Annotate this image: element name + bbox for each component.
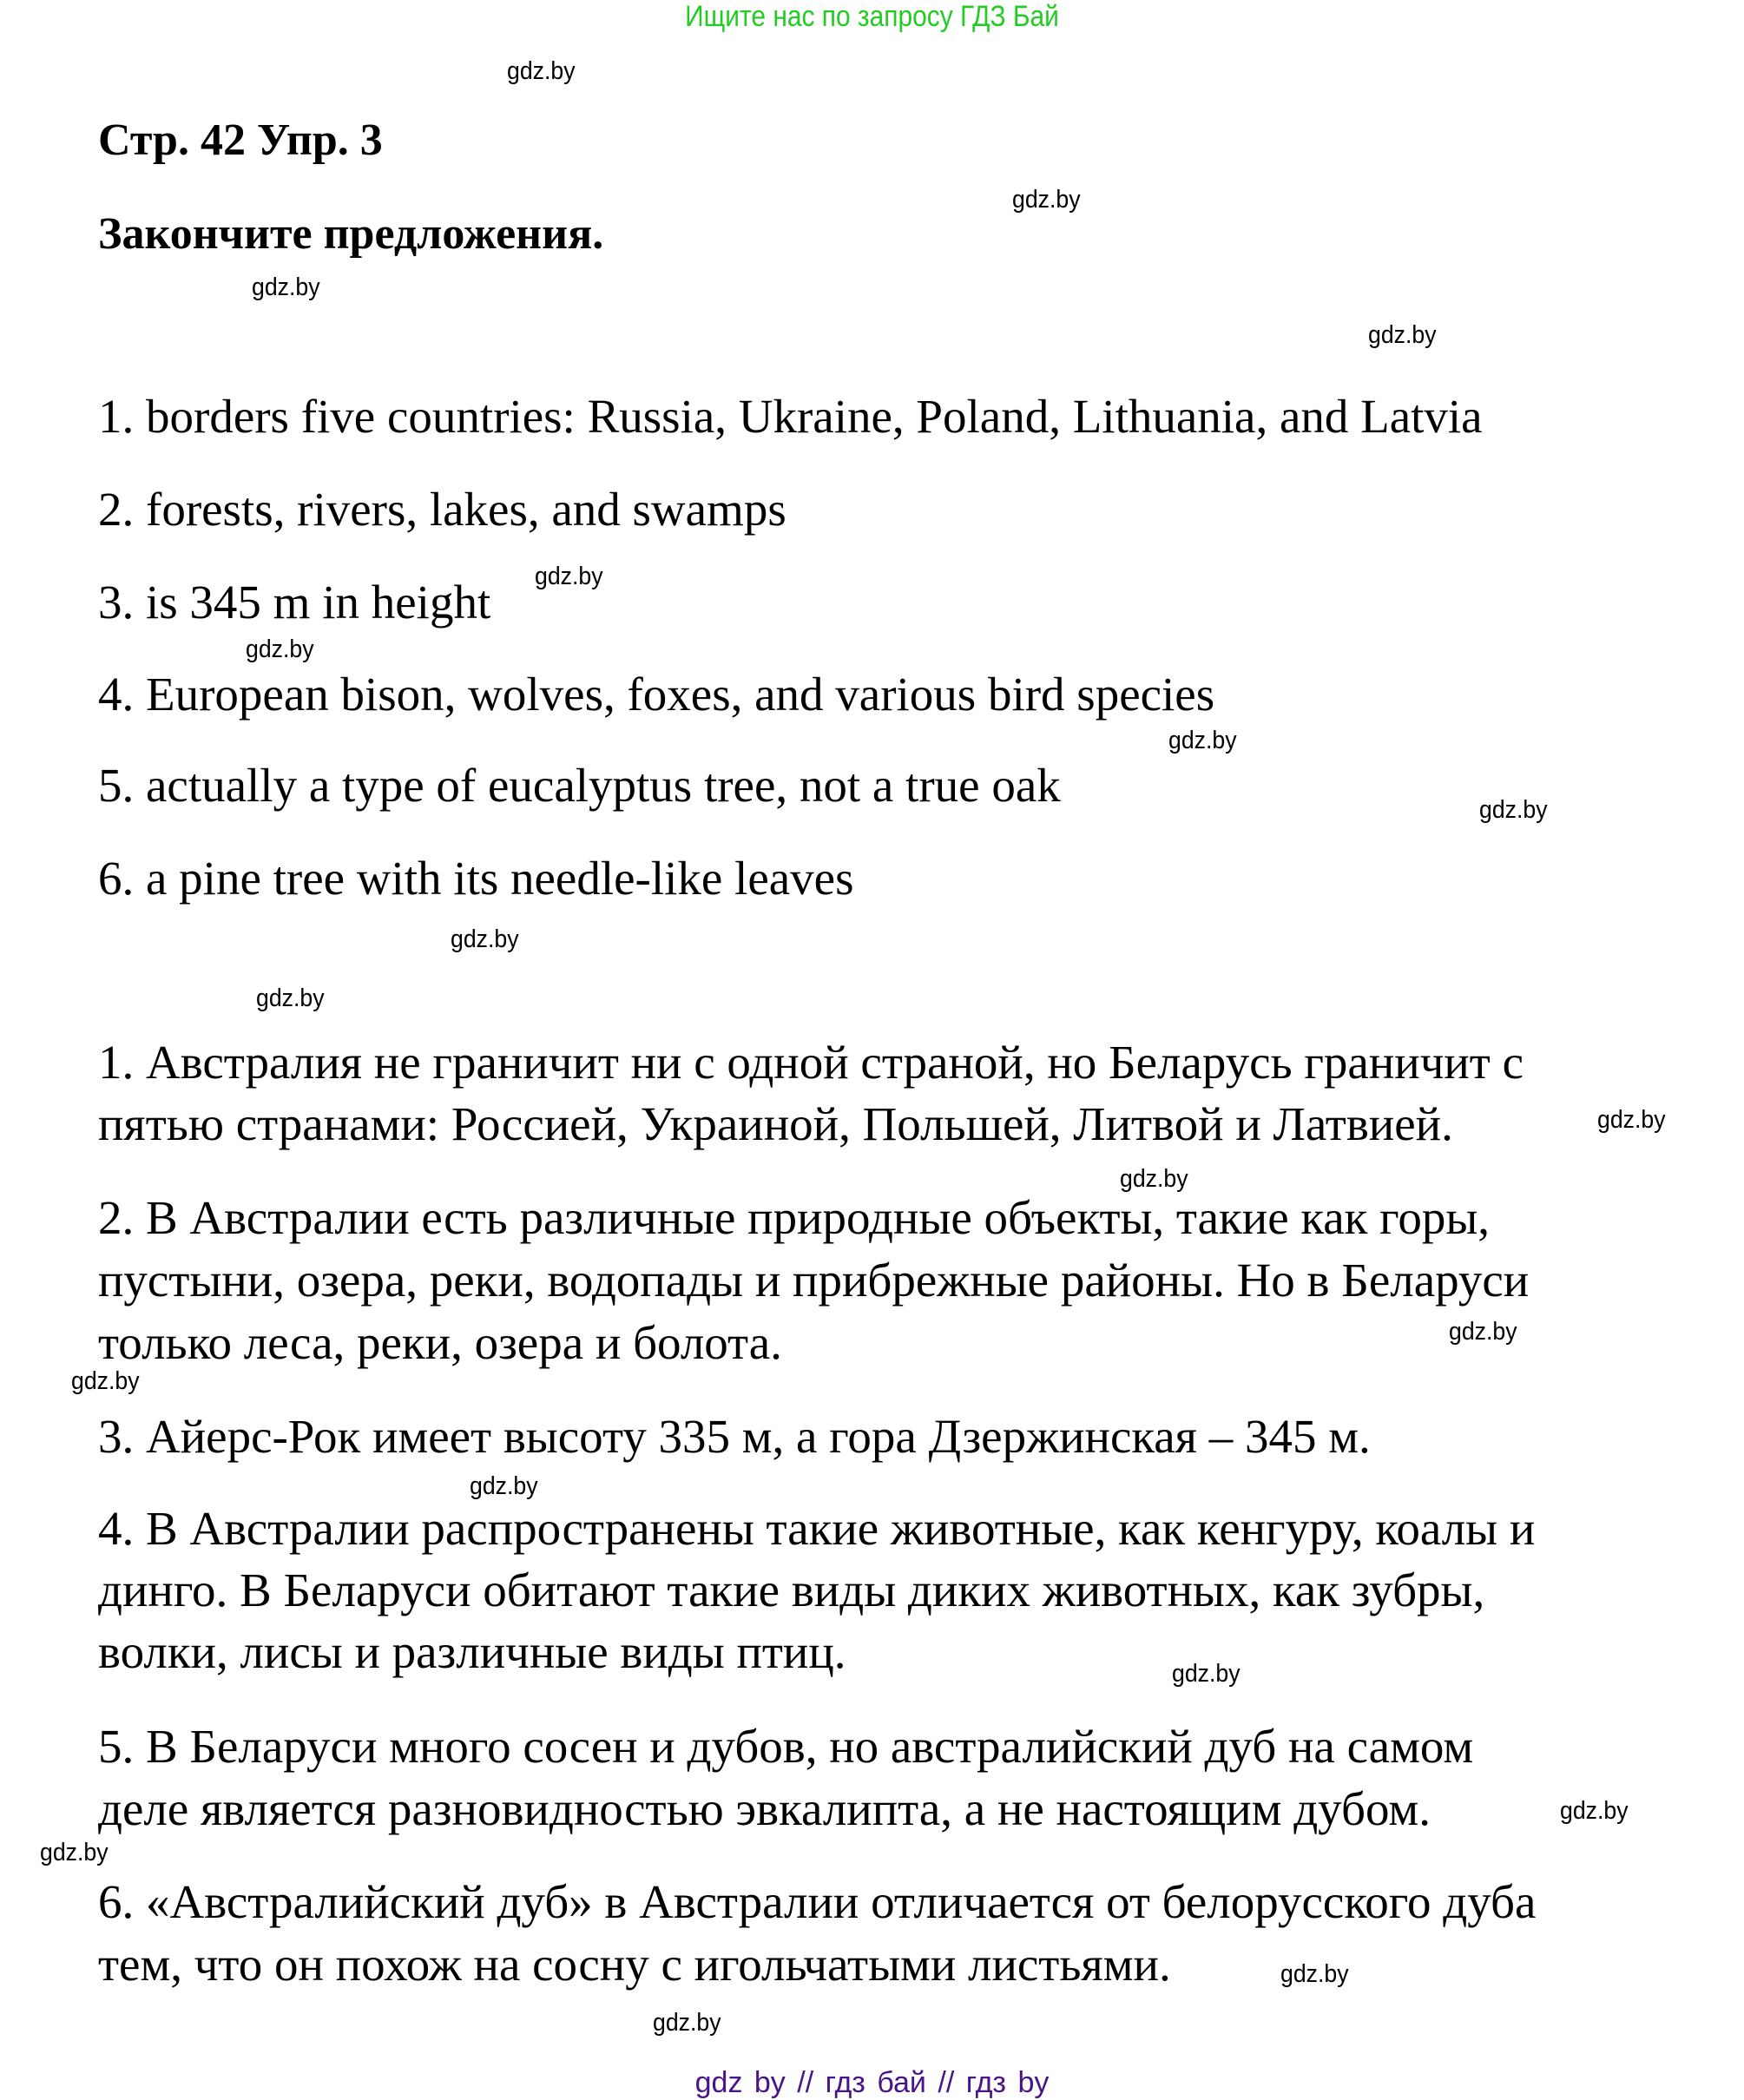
russian-answer-6-line: 6. «Австралийский дуб» в Австралии отличается от белорусского дуба xyxy=(98,1875,1537,1928)
watermark: gdz.by xyxy=(507,57,576,85)
page-title: Стр. 42 Упр. 3 xyxy=(98,115,383,165)
watermark: gdz.by xyxy=(470,1472,538,1500)
watermark: gdz.by xyxy=(653,2009,721,2037)
russian-answer-2-line: пустыни, озера, реки, водопады и прибрежные районы. Но в Беларуси xyxy=(98,1254,1530,1307)
watermark: gdz.by xyxy=(1449,1318,1517,1346)
english-answer-5: 5. actually a type of eucalyptus tree, not a true oak xyxy=(98,759,1061,812)
watermark: gdz.by xyxy=(1560,1797,1629,1825)
russian-answer-2-line: только леса, реки, озера и болота. xyxy=(98,1316,782,1369)
english-answer-2: 2. forests, rivers, lakes, and swamps xyxy=(98,483,786,536)
watermark: gdz.by xyxy=(1120,1165,1188,1193)
english-answer-1: 1. borders five countries: Russia, Ukraine, Poland, Lithuania, and Latvia xyxy=(98,390,1483,443)
english-answer-4: 4. European bison, wolves, foxes, and various bird species xyxy=(98,668,1215,721)
watermark: gdz.by xyxy=(256,984,325,1012)
watermark: gdz.by xyxy=(1368,321,1437,349)
watermark: gdz.by xyxy=(535,563,603,590)
watermark: gdz.by xyxy=(1280,1960,1349,1988)
search-banner: Ищите нас по запросу ГДЗ Бай xyxy=(685,0,1059,33)
english-answer-6: 6. a pine tree with its needle-like leaves xyxy=(98,852,854,905)
russian-answer-4-line: 4. В Австралии распространены такие животные, как кенгуру, коалы и xyxy=(98,1502,1536,1555)
russian-answer-5-line: 5. В Беларуси много сосен и дубов, но австралийский дуб на самом xyxy=(98,1720,1474,1773)
footer-links: gdz by // гдз бай // гдз by xyxy=(694,2066,1050,2099)
russian-answer-6-line: тем, что он похож на сосну с игольчатыми листьями. xyxy=(98,1938,1171,1991)
watermark: gdz.by xyxy=(40,1839,109,1866)
russian-answer-3-line: 3. Айерс-Рок имеет высоту 335 м, а гора Дзержинская – 345 м. xyxy=(98,1410,1371,1463)
russian-answer-4-line: волки, лисы и различные виды птиц. xyxy=(98,1625,846,1678)
english-answer-3: 3. is 345 m in height xyxy=(98,576,491,629)
watermark: gdz.by xyxy=(451,925,519,953)
watermark: gdz.by xyxy=(1597,1106,1666,1134)
russian-answer-2-line: 2. В Австралии есть различные природные объекты, такие как горы, xyxy=(98,1191,1491,1244)
russian-answer-4-line: динго. В Беларуси обитают такие виды диких животных, как зубры, xyxy=(98,1563,1485,1616)
russian-answer-5-line: деле является разновидностью эвкалипта, а не настоящим дубом. xyxy=(98,1782,1431,1835)
russian-answer-1-line: пятью странами: Россией, Украиной, Польшей, Литвой и Латвией. xyxy=(98,1097,1453,1150)
watermark: gdz.by xyxy=(1479,796,1548,824)
watermark: gdz.by xyxy=(71,1367,140,1395)
watermark: gdz.by xyxy=(1012,186,1081,214)
watermark: gdz.by xyxy=(252,273,320,301)
watermark: gdz.by xyxy=(246,635,314,663)
task-instruction: Закончите предложения. xyxy=(98,209,604,259)
russian-answer-1-line: 1. Австралия не граничит ни с одной страной, но Беларусь граничит с xyxy=(98,1036,1524,1089)
watermark: gdz.by xyxy=(1168,727,1237,754)
watermark: gdz.by xyxy=(1172,1660,1241,1688)
